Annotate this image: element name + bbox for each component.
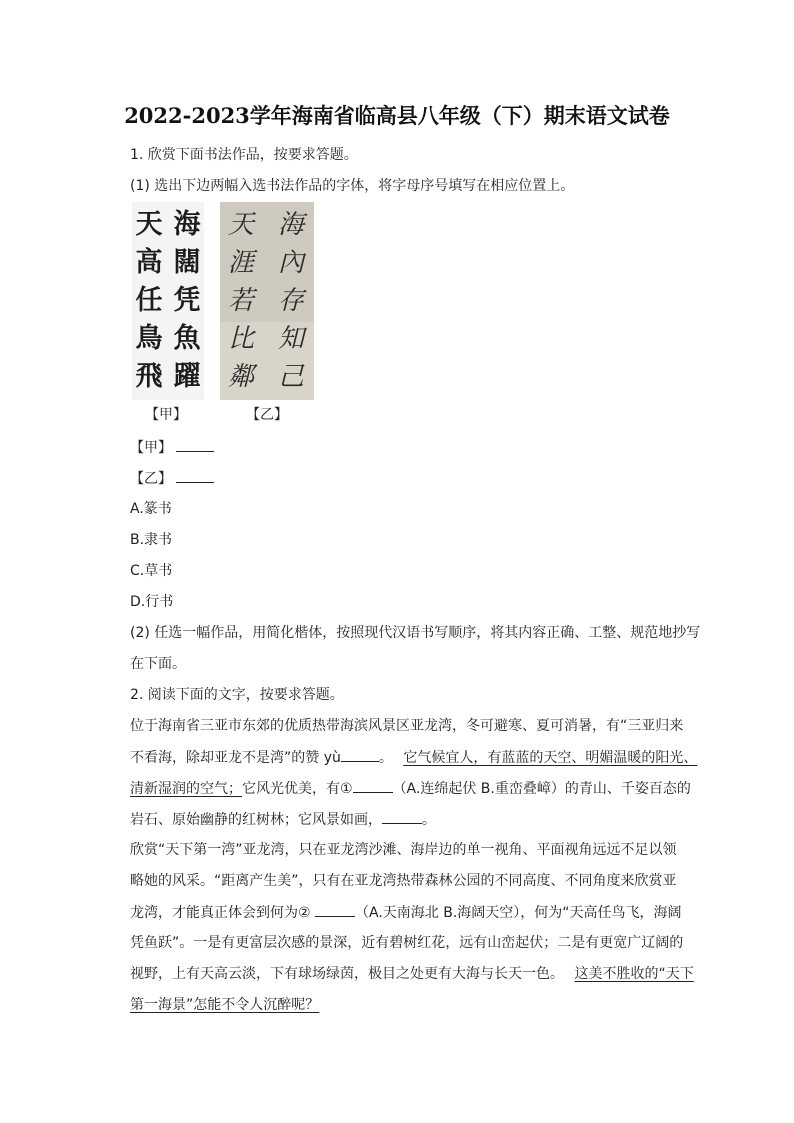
underlined-sentence-1: 它气候宜人，有蓝蓝的天空、明媚温暖的阳光、 bbox=[403, 750, 698, 766]
passage-2-line-4: 凭鱼跃”。一是有更富层次感的景深，近有碧树红花，远有山峦起伏；二是有更宽广辽阔的 bbox=[130, 935, 684, 951]
fill-blank-yu[interactable] bbox=[341, 747, 379, 762]
answer-yi-row bbox=[130, 468, 214, 489]
artwork-yi-caption: 【乙】 bbox=[246, 407, 288, 423]
passage-2-line-3 bbox=[130, 902, 682, 923]
calligraphy-char: 比 bbox=[227, 324, 254, 354]
option-a: A.篆书 bbox=[130, 501, 172, 517]
answer-yi-blank[interactable] bbox=[176, 468, 214, 483]
calligraphy-char: 涯 bbox=[227, 248, 254, 278]
calligraphy-char: 海 bbox=[277, 210, 304, 240]
calligraphy-char: 闊 bbox=[173, 247, 201, 278]
calligraphy-char: 鄰 bbox=[227, 362, 254, 392]
option-d: D.行书 bbox=[130, 594, 174, 610]
question-1-sub1: (1) 选出下边两幅入选书法作品的字体，将字母序号填写在相应位置上。 bbox=[130, 178, 575, 194]
option-b: B.隶书 bbox=[130, 532, 173, 548]
passage-text: 。 bbox=[422, 812, 436, 828]
passage-1-line-3 bbox=[130, 778, 691, 799]
option-c: C.草书 bbox=[130, 563, 173, 579]
artwork-jia-right-column bbox=[170, 206, 204, 396]
calligraphy-char: 天 bbox=[227, 210, 254, 240]
answer-yi-label: 【乙】 bbox=[130, 471, 172, 487]
passage-text: （A.天南海北 B.海阔天空），何为“天高任鸟飞，海阔 bbox=[355, 905, 682, 921]
fill-blank-1[interactable] bbox=[353, 778, 393, 793]
question-2-stem: 2. 阅读下面的文字，按要求答题。 bbox=[130, 687, 344, 703]
calligraphy-char: 躍 bbox=[173, 361, 201, 392]
calligraphy-artwork-jia bbox=[132, 202, 204, 400]
underlined-sentence-1-cont: 清新湿润的空气； bbox=[130, 781, 242, 797]
calligraphy-char: 凭 bbox=[173, 285, 201, 316]
passage-1-line-1: 位于海南省三亚市东郊的优质热带海滨风景区亚龙湾，冬可避寒、夏可消暑，有“三亚归来 bbox=[130, 718, 684, 734]
calligraphy-char: 知 bbox=[277, 324, 304, 354]
artwork-yi-left-column bbox=[224, 206, 258, 396]
page-title: 2022-2023学年海南省临高县八年级（下）期末语文试卷 bbox=[124, 103, 670, 128]
calligraphy-char: 己 bbox=[277, 362, 304, 392]
answer-jia-blank[interactable] bbox=[176, 437, 214, 452]
passage-text: （A.连绵起伏 B.重峦叠嶂）的青山、千姿百态的 bbox=[392, 781, 691, 797]
passage-2-line-6 bbox=[130, 995, 319, 1015]
calligraphy-char: 飛 bbox=[135, 361, 163, 392]
calligraphy-char: 海 bbox=[173, 209, 201, 240]
calligraphy-char: 魚 bbox=[173, 323, 201, 354]
artwork-yi-right-column bbox=[274, 206, 308, 396]
passage-text: 它风光优美，有① bbox=[242, 781, 353, 797]
passage-text: 龙湾，才能真正体会到何为② bbox=[130, 905, 311, 921]
answer-jia-label: 【甲】 bbox=[130, 440, 172, 456]
calligraphy-char: 天 bbox=[135, 209, 163, 240]
passage-text: 岩石、原始幽静的红树林；它风景如画， bbox=[130, 812, 382, 828]
underlined-sentence-2-cont: 第一海景”怎能不令人沉醉呢？ bbox=[130, 997, 320, 1013]
question-1-stem: 1. 欣赏下面书法作品，按要求答题。 bbox=[130, 147, 358, 163]
passage-text: 视野，上有天高云淡，下有球场绿茵，极目之处更有大海与长天一色。 bbox=[130, 966, 564, 982]
fill-blank-scenery[interactable] bbox=[382, 809, 422, 824]
passage-text: 。 bbox=[378, 750, 393, 766]
passage-1-line-4 bbox=[130, 809, 436, 830]
passage-1-line-2 bbox=[130, 747, 697, 768]
artwork-jia-caption: 【甲】 bbox=[145, 407, 187, 423]
answer-jia-row bbox=[130, 437, 214, 458]
passage-2-line-1: 欣赏“天下第一湾”亚龙湾，只在亚龙湾沙滩、海岸边的单一视角、平面视角远远不足以领 bbox=[130, 842, 677, 858]
fill-blank-2[interactable] bbox=[315, 902, 355, 917]
calligraphy-char: 鳥 bbox=[135, 323, 163, 354]
calligraphy-char: 任 bbox=[135, 285, 163, 316]
question-1-sub2-line2: 在下面。 bbox=[130, 656, 186, 672]
passage-text: 不看海，除却亚龙不是湾”的赞 yù bbox=[130, 750, 341, 766]
calligraphy-char: 若 bbox=[227, 286, 254, 316]
question-1-sub2-line1: (2) 任选一幅作品，用简化楷体，按照现代汉语书写顺序，将其内容正确、工整、规范地抄写 bbox=[130, 625, 701, 641]
calligraphy-char: 高 bbox=[135, 247, 163, 278]
artwork-jia-left-column bbox=[132, 206, 166, 396]
calligraphy-artwork-yi bbox=[220, 202, 314, 400]
passage-2-line-2: 略她的风采。“距离产生美”，只有在亚龙湾热带森林公园的不同高度、不同角度来欣赏亚 bbox=[130, 873, 677, 889]
calligraphy-char: 存 bbox=[277, 286, 304, 316]
underlined-sentence-2: 这美不胜收的“天下 bbox=[574, 966, 694, 982]
calligraphy-char: 內 bbox=[277, 248, 304, 278]
passage-2-line-5 bbox=[130, 964, 694, 984]
